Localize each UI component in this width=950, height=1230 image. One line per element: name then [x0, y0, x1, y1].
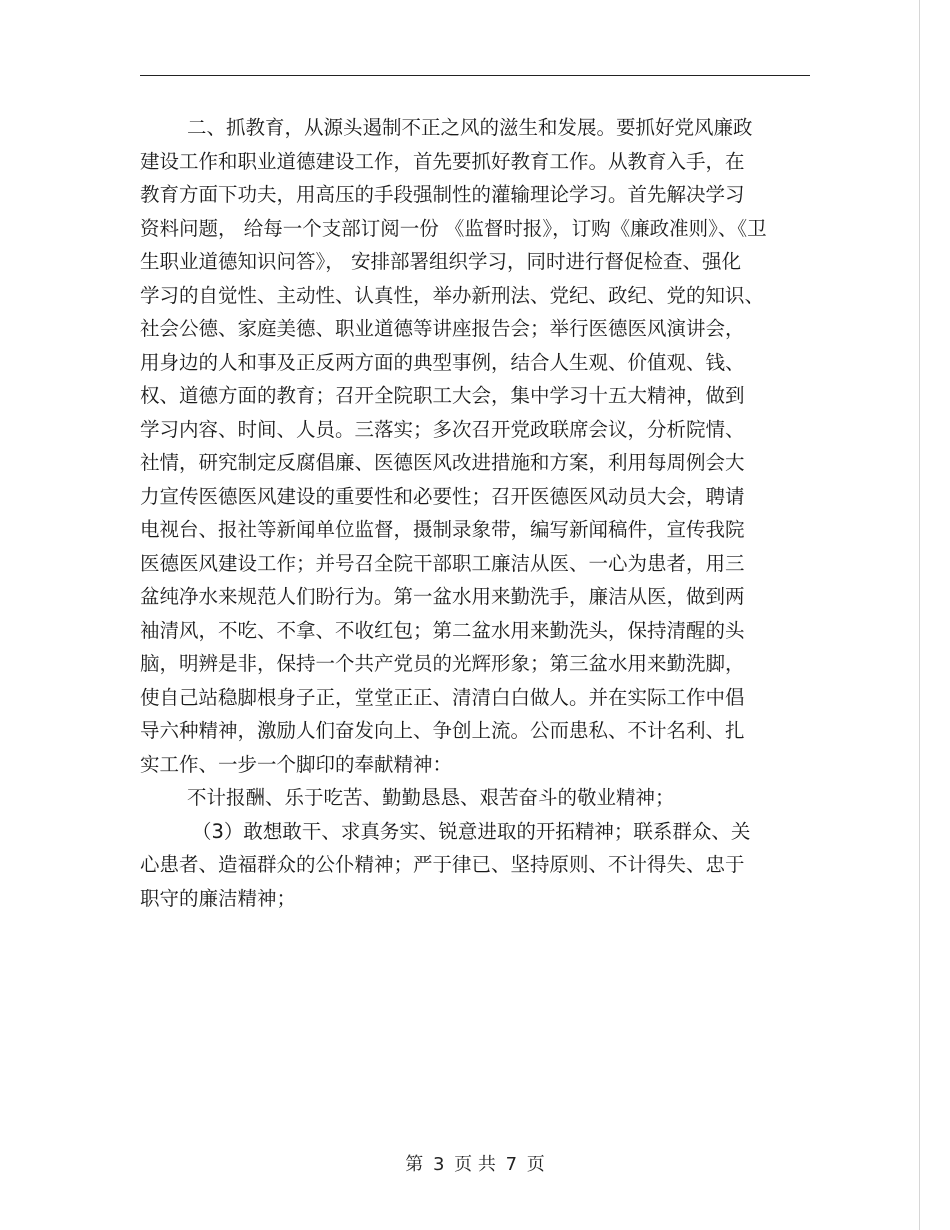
- paragraph-line: 社会公德、家庭美德、职业道德等讲座报告会；举行医德医风演讲会，: [140, 317, 745, 340]
- paragraph-line: 力宣传医德医风建设的重要性和必要性；召开医德医风动员大会，聘请: [140, 484, 745, 508]
- paragraph-line: 社情，研究制定反腐倡廉、医德医风改进措施和方案，利用每周例会大: [140, 451, 745, 474]
- page-footer: [0, 1150, 950, 1176]
- paragraph-line: 用身边的人和事及正反两方面的典型事例，结合人生观、价值观、钱、: [140, 350, 745, 374]
- paragraph-line: 生职业道德知识问答》， 安排部署组织学习，同时进行督促检查、强化: [140, 250, 741, 273]
- footer-middle: 页 共: [454, 1154, 496, 1175]
- body-text: [140, 111, 820, 915]
- paragraph-line: 使自己站稳脚根身子正，堂堂正正、清清白白做人。并在实际工作中倡: [140, 685, 745, 709]
- paragraph-line: 导六种精神，激励人们奋发向上、争创上流。公而患私、不计名利、扎: [140, 719, 745, 742]
- footer-total-pages: 7: [505, 1154, 518, 1175]
- header-divider: [140, 75, 810, 76]
- paragraph-line: 脑，明辨是非，保持一个共产党员的光辉形象；第三盆水用来勤洗脚，: [140, 652, 745, 675]
- paragraph-line: 职守的廉洁精神；: [140, 886, 297, 910]
- footer-suffix: 页: [526, 1154, 545, 1175]
- paragraph-line: 权、道德方面的教育；召开全院职工大会，集中学习十五大精神，做到: [140, 384, 745, 407]
- paragraph-line: 盆纯净水来规范人们盼行为。第一盆水用来勤洗手，廉洁从医，做到两: [140, 585, 745, 608]
- paragraph-line: 实工作、一步一个脚印的奉献精神：: [140, 752, 453, 776]
- paragraph-line: 二、抓教育，从源头遏制不正之风的滋生和发展。要抓好党风廉政: [187, 116, 753, 139]
- footer-prefix: 第: [405, 1154, 424, 1175]
- paragraph-line: 电视台、报社等新闻单位监督，摄制录象带，编写新闻稿件，宣传我院: [140, 518, 745, 541]
- paragraph-line: 学习的自觉性、主动性、认真性，举办新刑法、党纪、政纪、党的知识、: [140, 283, 765, 307]
- paragraph-line: 医德医风建设工作；并号召全院干部职工廉洁从医、一心为患者，用三: [140, 551, 745, 575]
- paragraph-line: 袖清风，不吃、不拿、不收红包；第二盆水用来勤洗头，保持清醒的头: [140, 618, 745, 642]
- footer-page-number: 3: [432, 1154, 445, 1175]
- paragraph-line: 教育方面下功夫，用高压的手段强制性的灌输理论学习。首先解决学习: [140, 183, 745, 206]
- page-edge-line: [919, 0, 920, 1230]
- paragraph-line: （3）敢想敢干、求真务实、锐意进取的开拓精神；联系群众、关: [192, 819, 751, 843]
- paragraph-line: 建设工作和职业道德建设工作，首先要抓好教育工作。从教育入手，在: [140, 149, 745, 173]
- paragraph-line: 心患者、造福群众的公仆精神；严于律已、坚持原则、不计得失、忠于: [140, 853, 745, 876]
- paragraph-line: 资料问题， 给每一个支部订阅一份 《监督时报》，订购《廉政准则》、《卫: [140, 216, 767, 240]
- paragraph-line: 不计报酬、乐于吃苦、勤勤恳恳、艰苦奋斗的敬业精神；: [187, 786, 675, 809]
- paragraph-line: 学习内容、时间、人员。三落实；多次召开党政联席会议，分析院情、: [140, 417, 745, 441]
